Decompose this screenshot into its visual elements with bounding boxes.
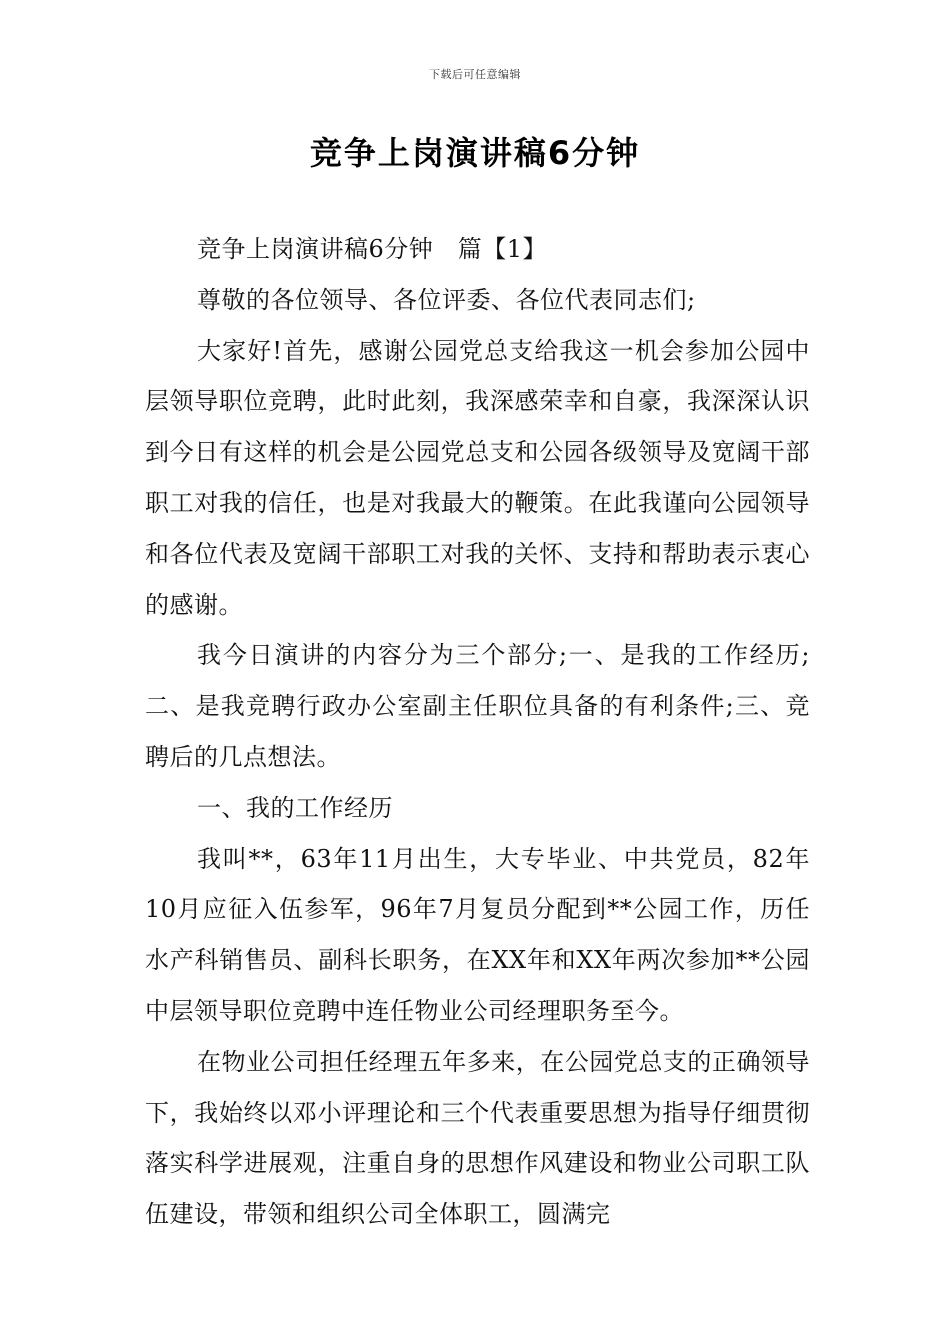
document-body xyxy=(145,224,810,1240)
header-note: 下载后可任意编辑 xyxy=(429,68,521,81)
paragraph: 我叫**，63年11月出生，大专毕业、中共党员，82年10月应征入伍参军，96年7月复员分配到**公园工作，历任水产科销售员、副科长职务，在XX年和XX年两次参加**公园中层领导职位竞聘中连任物业公司经理职务至今。 xyxy=(145,844,810,1025)
paragraph: 在物业公司担任经理五年多来，在公园党总支的正确领导下，我始终以邓小评理论和三个代表重要思想为指导仔细贯彻落实科学进展观，注重自身的思想作风建设和物业公司职工队伍建设，带领和组织公司全体职工，圆满完 xyxy=(145,1047,810,1229)
paragraph: 我今日演讲的内容分为三个部分;一、是我的工作经历;二、是我竞聘行政办公室副主任职位具备的有利条件;三、竞聘后的几点想法。 xyxy=(145,641,810,771)
paragraph: 大家好!首先，感谢公园党总支给我这一机会参加公园中层领导职位竞聘，此时此刻，我深感荣幸和自豪，我深深认识到今日有这样的机会是公园党总支和公园各级领导及宽阔干部职工对我的信任，也是对我最大的鞭策。在此我谨向公园领导和各位代表及宽阔干部职工对我的关怀、支持和帮助表示衷心的感谢。 xyxy=(145,336,810,619)
document-title: 竞争上岗演讲稿6分钟 xyxy=(309,134,641,172)
subheading: 一、我的工作经历 xyxy=(197,793,393,822)
salutation: 尊敬的各位领导、各位评委、各位代表同志们; xyxy=(197,285,696,314)
section-heading: 竞争上岗演讲稿6分钟 篇【1】 xyxy=(197,235,548,263)
